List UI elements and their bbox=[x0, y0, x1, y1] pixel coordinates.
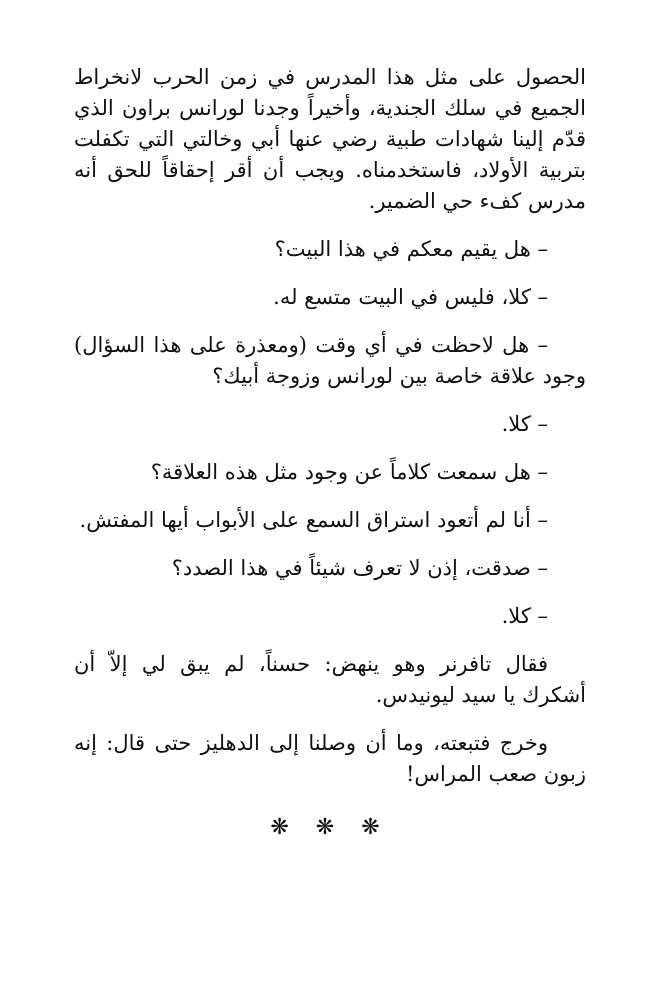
opening-paragraph: الحصول على مثل هذا المدرس في زمن الحرب لانخراط الجميع في سلك الجندية، وأخيراً وجدنا لورانس براون الذي قدّم إلينا شهادات طبية رضي عنها أبي وخالتي التي تكفلت بتربية الأولاد، فاستخدمناه. ويجب أن أقر إحقاقاً للحق أنه مدرس كفء حي الضمير. bbox=[74, 65, 587, 213]
dialogue-line: – كلا. bbox=[501, 412, 548, 436]
dialogue-line: – صدقت، إذن لا تعرف شيئاً في هذا الصدد؟ bbox=[171, 556, 548, 580]
dialogue-line: – هل يقيم معكم في هذا البيت؟ bbox=[274, 237, 548, 261]
narrative-paragraph: فقال تافرنر وهو ينهض: حسناً، لم يبق لي إلاّ أن أشكرك يا سيد ليونيدس. bbox=[74, 652, 586, 707]
dialogue-line: – أنا لم أتعود استراق السمع على الأبواب أيها المفتش. bbox=[79, 508, 548, 532]
book-page bbox=[74, 62, 586, 843]
section-separator: ❋ ❋ ❋ bbox=[270, 815, 390, 840]
dialogue-line: – كلا. bbox=[501, 604, 548, 628]
dialogue-line: – هل لاحظت في أي وقت (ومعذرة على هذا السؤال) وجود علاقة خاصة بين لورانس وزوجة أبيك؟ bbox=[74, 333, 586, 388]
dialogue-line: – كلا، فليس في البيت متسع له. bbox=[273, 285, 548, 309]
dialogue-line: – هل سمعت كلاماً عن وجود مثل هذه العلاقة؟ bbox=[150, 460, 548, 484]
narrative-paragraph: وخرج فتبعته، وما أن وصلنا إلى الدهليز حتى قال: إنه زبون صعب المراس! bbox=[74, 731, 586, 786]
